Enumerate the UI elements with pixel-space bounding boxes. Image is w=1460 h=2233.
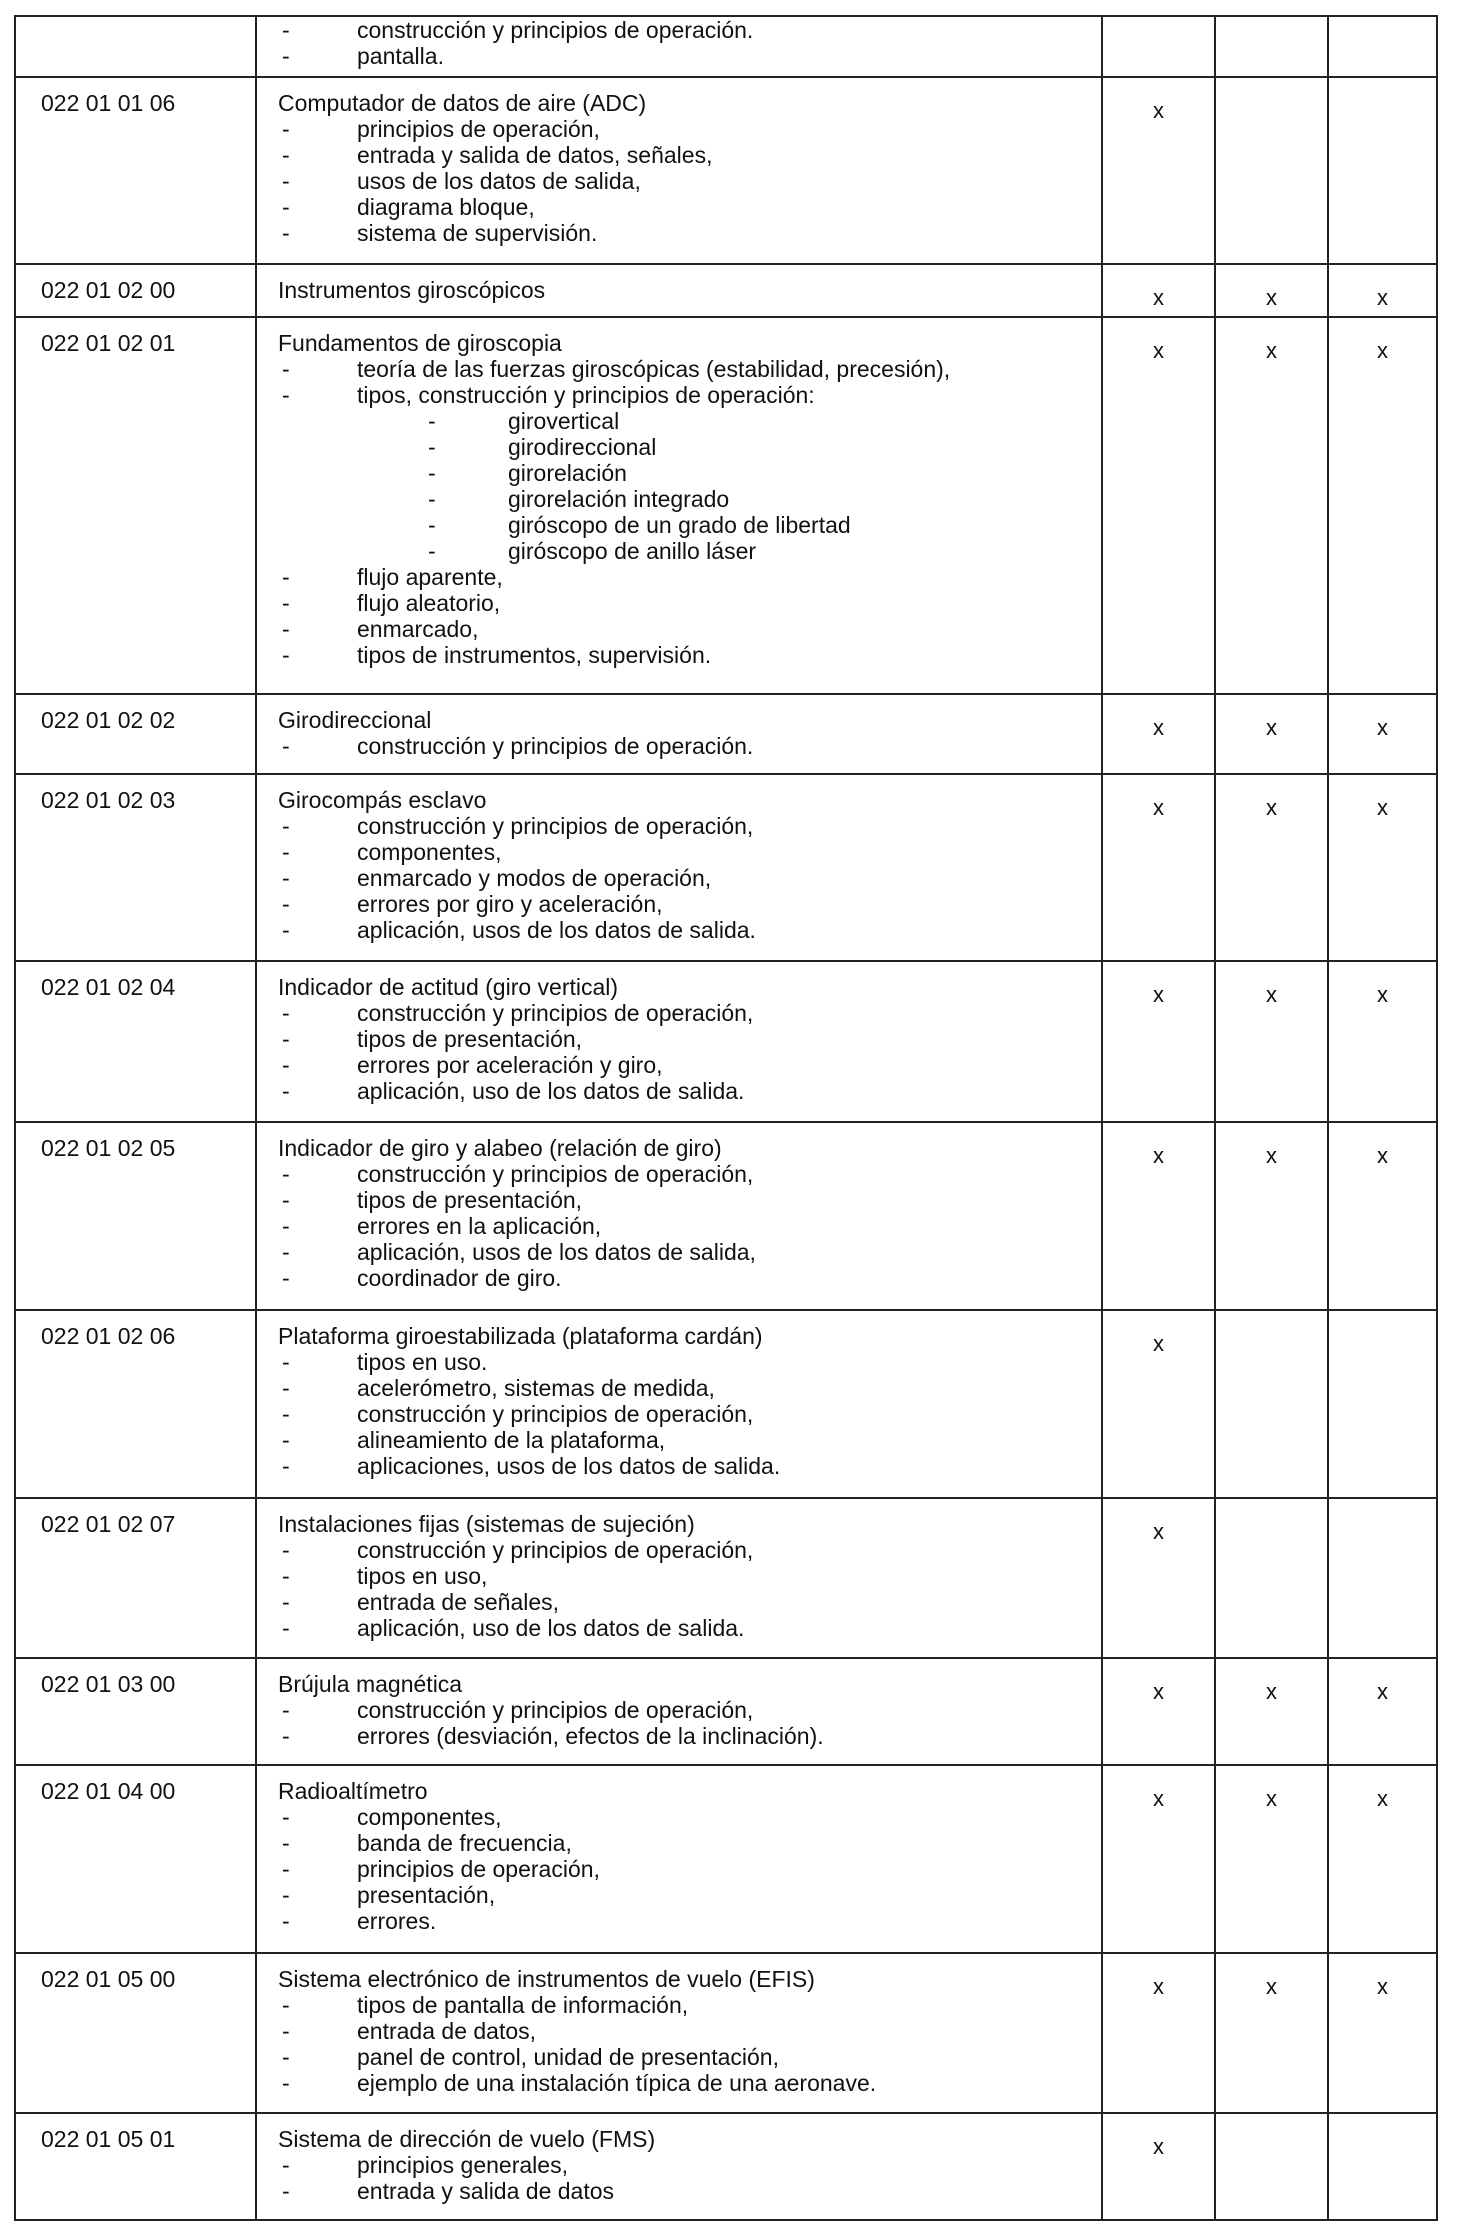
list-item-text: errores por giro y aceleración, <box>357 890 663 917</box>
row-description <box>256 16 1102 77</box>
bullet-dash: - <box>282 1026 290 1053</box>
applicability-mark-2: x <box>1215 1658 1328 1764</box>
list-item <box>278 1401 1095 1427</box>
list-item <box>278 917 1095 943</box>
list-item <box>278 1537 1095 1563</box>
row-title: Plataforma giroestabilizada (plataforma cardán) <box>278 1322 763 1349</box>
list-item-text: banda de frecuencia, <box>357 1829 572 1856</box>
bullet-dash: - <box>282 2043 290 2070</box>
row-title: Girocompás esclavo <box>278 786 487 813</box>
applicability-mark-1: x <box>1102 264 1215 316</box>
list-item-text: construcción y principios de operación, <box>357 1400 754 1427</box>
sub-list-item <box>278 434 1095 460</box>
list-item <box>278 1349 1095 1375</box>
list-item-text: enmarcado, <box>357 615 479 642</box>
list-item <box>278 1882 1095 1908</box>
applicability-mark-3 <box>1328 1310 1437 1498</box>
applicability-mark-3: x <box>1328 1953 1437 2114</box>
bullet-dash: - <box>282 1213 290 1240</box>
bullet-dash: - <box>282 1374 290 1401</box>
bullet-dash: - <box>282 1452 290 1479</box>
list-item <box>278 1453 1095 1479</box>
list-item <box>278 1615 1095 1641</box>
list-item-text: teoría de las fuerzas giroscópicas (estabilidad, precesión), <box>357 355 951 382</box>
list-item <box>278 590 1095 616</box>
list-item <box>278 865 1095 891</box>
list-item-text: girovertical <box>508 407 620 434</box>
applicability-mark-1: x <box>1102 1498 1215 1659</box>
list-item-text: aplicación, usos de los datos de salida. <box>357 916 756 943</box>
list-item-text: tipos en uso. <box>357 1348 488 1375</box>
table-row <box>15 961 1437 1122</box>
applicability-mark-3 <box>1328 77 1437 265</box>
list-item-text: flujo aleatorio, <box>357 589 501 616</box>
list-item-text: aplicaciones, usos de los datos de salida. <box>357 1452 781 1479</box>
sub-list-item <box>278 408 1095 434</box>
table-row <box>15 774 1437 962</box>
bullet-dash: - <box>282 812 290 839</box>
applicability-mark-2 <box>1215 2113 1328 2219</box>
row-description <box>256 77 1102 265</box>
list-item-text: ejemplo de una instalación típica de una aeronave. <box>357 2069 877 2096</box>
list-item-text: pantalla. <box>357 43 444 69</box>
bullet-dash: - <box>282 1803 290 1830</box>
sub-list-item <box>278 460 1095 486</box>
row-title: Fundamentos de giroscopia <box>278 329 562 356</box>
list-item-text: giróscopo de anillo láser <box>508 537 757 564</box>
list-item <box>278 1804 1095 1830</box>
list-item <box>278 2178 1095 2204</box>
list-item <box>278 1239 1095 1265</box>
bullet-dash: - <box>282 115 290 142</box>
list-item <box>278 616 1095 642</box>
list-item-text: entrada y salida de datos, señales, <box>357 141 713 168</box>
bullet-dash: - <box>282 43 290 69</box>
applicability-mark-1: x <box>1102 317 1215 695</box>
list-item-text: coordinador de giro. <box>357 1265 562 1292</box>
bullet-dash: - <box>282 219 290 246</box>
bullet-dash: - <box>282 1000 290 1027</box>
applicability-mark-1: x <box>1102 1310 1215 1498</box>
row-description <box>256 317 1102 695</box>
list-item-text: aplicación, usos de los datos de salida, <box>357 1239 756 1266</box>
list-item-text: tipos de presentación, <box>357 1187 583 1214</box>
bullet-dash: - <box>282 1697 290 1724</box>
row-code: 022 01 02 05 <box>15 1122 256 1310</box>
list-item <box>278 1078 1095 1104</box>
list-item <box>278 1563 1095 1589</box>
applicability-mark-2 <box>1215 1498 1328 1659</box>
list-item-text: construcción y principios de operación, <box>357 1000 754 1027</box>
bullet-dash: - <box>282 2178 290 2205</box>
list-item <box>278 382 1095 408</box>
list-item <box>278 2152 1095 2178</box>
list-item-text: aplicación, uso de los datos de salida. <box>357 1078 745 1105</box>
bullet-dash: - <box>428 459 436 486</box>
list-item-text: principios generales, <box>357 2152 568 2179</box>
bullet-dash: - <box>282 355 290 382</box>
table-row <box>15 16 1437 77</box>
bullet-dash: - <box>282 615 290 642</box>
applicability-mark-3 <box>1328 16 1437 77</box>
list-item-text: errores en la aplicación, <box>357 1213 602 1240</box>
bullet-dash: - <box>428 537 436 564</box>
list-item-text: sistema de supervisión. <box>357 219 598 246</box>
row-description <box>256 2113 1102 2219</box>
bullet-dash: - <box>282 838 290 865</box>
bullet-dash: - <box>282 1536 290 1563</box>
applicability-mark-2: x <box>1215 961 1328 1122</box>
row-code: 022 01 02 06 <box>15 1310 256 1498</box>
list-item-text: construcción y principios de operación. <box>357 733 754 760</box>
bullet-dash: - <box>282 641 290 668</box>
list-item-text: alineamiento de la plataforma, <box>357 1426 666 1453</box>
row-description <box>256 1658 1102 1764</box>
list-item <box>278 1856 1095 1882</box>
row-code <box>15 16 256 77</box>
list-item-text: principios de operación, <box>357 1855 600 1882</box>
bullet-dash: - <box>428 407 436 434</box>
applicability-mark-3 <box>1328 1498 1437 1659</box>
bullet-dash: - <box>282 1052 290 1079</box>
table-row <box>15 1658 1437 1764</box>
list-item <box>278 733 1095 759</box>
list-item <box>278 220 1095 246</box>
row-code: 022 01 02 00 <box>15 264 256 316</box>
list-item-text: tipos, construcción y principios de operación: <box>357 381 815 408</box>
row-code: 022 01 01 06 <box>15 77 256 265</box>
list-item-text: construcción y principios de operación, <box>357 1697 754 1724</box>
list-item <box>278 2070 1095 2096</box>
list-item-text: construcción y principios de operación, <box>357 1536 754 1563</box>
list-item-text: construcción y principios de operación, <box>357 1161 754 1188</box>
list-item-text: componentes, <box>357 838 502 865</box>
table-row <box>15 1122 1437 1310</box>
bullet-dash: - <box>282 864 290 891</box>
applicability-mark-2: x <box>1215 774 1328 962</box>
list-item <box>278 2044 1095 2070</box>
bullet-dash: - <box>428 433 436 460</box>
bullet-dash: - <box>282 141 290 168</box>
list-item-text: tipos en uso, <box>357 1562 488 1589</box>
row-description <box>256 774 1102 962</box>
list-item-text: giróscopo de un grado de libertad <box>508 511 851 538</box>
table-row <box>15 1310 1437 1498</box>
bullet-dash: - <box>282 1855 290 1882</box>
bullet-dash: - <box>282 193 290 220</box>
list-item <box>278 1589 1095 1615</box>
row-title: Sistema de dirección de vuelo (FMS) <box>278 2126 656 2153</box>
applicability-mark-2: x <box>1215 1953 1328 2114</box>
applicability-mark-1: x <box>1102 1122 1215 1310</box>
bullet-dash: - <box>282 589 290 616</box>
row-title: Sistema electrónico de instrumentos de vuelo (EFIS) <box>278 1965 815 1992</box>
list-item <box>278 1265 1095 1291</box>
table-row <box>15 1765 1437 1953</box>
list-item <box>278 356 1095 382</box>
row-description <box>256 1310 1102 1498</box>
table-row <box>15 694 1437 773</box>
row-description <box>256 1765 1102 1953</box>
row-description <box>256 1122 1102 1310</box>
list-item-text: panel de control, unidad de presentación, <box>357 2043 779 2070</box>
applicability-mark-2: x <box>1215 1122 1328 1310</box>
row-code: 022 01 02 02 <box>15 694 256 773</box>
list-item-text: entrada de señales, <box>357 1588 560 1615</box>
applicability-mark-2: x <box>1215 694 1328 773</box>
applicability-mark-1: x <box>1102 1658 1215 1764</box>
row-description <box>256 1498 1102 1659</box>
list-item-text: enmarcado y modos de operación, <box>357 864 712 891</box>
syllabus-table <box>14 15 1438 2221</box>
table-row <box>15 2113 1437 2219</box>
list-item <box>278 1427 1095 1453</box>
list-item-text: presentación, <box>357 1881 496 1908</box>
list-item <box>278 1187 1095 1213</box>
bullet-dash: - <box>282 1400 290 1427</box>
list-item-text: acelerómetro, sistemas de medida, <box>357 1374 715 1401</box>
applicability-mark-3: x <box>1328 774 1437 962</box>
row-description <box>256 264 1102 316</box>
list-item-text: girodireccional <box>508 433 657 460</box>
applicability-mark-1: x <box>1102 1953 1215 2114</box>
bullet-dash: - <box>282 17 290 43</box>
row-code: 022 01 02 03 <box>15 774 256 962</box>
bullet-dash: - <box>282 381 290 408</box>
row-code: 022 01 02 07 <box>15 1498 256 1659</box>
list-item <box>278 813 1095 839</box>
row-title: Girodireccional <box>278 707 432 734</box>
applicability-mark-3: x <box>1328 1765 1437 1953</box>
list-item <box>278 194 1095 220</box>
bullet-dash: - <box>282 1991 290 2018</box>
row-title: Radioaltímetro <box>278 1777 428 1804</box>
row-title: Instrumentos giroscópicos <box>278 277 546 304</box>
list-item-text: errores (desviación, efectos de la inclinación). <box>357 1723 824 1750</box>
applicability-mark-1: x <box>1102 1765 1215 1953</box>
bullet-dash: - <box>282 1265 290 1292</box>
list-item <box>278 168 1095 194</box>
applicability-mark-2: x <box>1215 264 1328 316</box>
bullet-dash: - <box>282 1829 290 1856</box>
bullet-dash: - <box>282 1239 290 1266</box>
row-code: 022 01 04 00 <box>15 1765 256 1953</box>
sub-list-item <box>278 486 1095 512</box>
list-item <box>278 1908 1095 1934</box>
list-item <box>278 142 1095 168</box>
table-row <box>15 1498 1437 1659</box>
bullet-dash: - <box>282 1187 290 1214</box>
list-item-text: girorelación <box>508 459 627 486</box>
applicability-mark-2 <box>1215 1310 1328 1498</box>
bullet-dash: - <box>282 2152 290 2179</box>
applicability-mark-1: x <box>1102 77 1215 265</box>
row-description <box>256 694 1102 773</box>
applicability-mark-2: x <box>1215 1765 1328 1953</box>
applicability-mark-3: x <box>1328 1658 1437 1764</box>
applicability-mark-3: x <box>1328 961 1437 1122</box>
bullet-dash: - <box>428 511 436 538</box>
list-item <box>278 1697 1095 1723</box>
list-item-text: flujo aparente, <box>357 563 503 590</box>
list-item-text: componentes, <box>357 1803 502 1830</box>
table-row <box>15 1953 1437 2114</box>
applicability-mark-2 <box>1215 16 1328 77</box>
row-code: 022 01 02 01 <box>15 317 256 695</box>
list-item-text: principios de operación, <box>357 115 600 142</box>
applicability-mark-3: x <box>1328 694 1437 773</box>
list-item <box>278 839 1095 865</box>
sub-list-item <box>278 512 1095 538</box>
bullet-dash: - <box>282 1078 290 1105</box>
list-item <box>278 1830 1095 1856</box>
list-item <box>278 642 1095 668</box>
bullet-dash: - <box>282 1881 290 1908</box>
applicability-mark-1: x <box>1102 774 1215 962</box>
list-item <box>278 1026 1095 1052</box>
applicability-mark-3: x <box>1328 1122 1437 1310</box>
list-item <box>278 1213 1095 1239</box>
bullet-dash: - <box>428 485 436 512</box>
bullet-dash: - <box>282 2069 290 2096</box>
list-item-text: construcción y principios de operación. <box>357 17 754 43</box>
list-item <box>278 564 1095 590</box>
row-title: Indicador de giro y alabeo (relación de giro) <box>278 1135 722 1162</box>
list-item-text: diagrama bloque, <box>357 193 535 220</box>
bullet-dash: - <box>282 916 290 943</box>
bullet-dash: - <box>282 1723 290 1750</box>
list-item-text: entrada y salida de datos <box>357 2178 615 2205</box>
list-item-text: aplicación, uso de los datos de salida. <box>357 1614 745 1641</box>
row-description <box>256 961 1102 1122</box>
bullet-dash: - <box>282 1161 290 1188</box>
list-item <box>278 1992 1095 2018</box>
list-item <box>278 1161 1095 1187</box>
applicability-mark-1: x <box>1102 694 1215 773</box>
applicability-mark-1: x <box>1102 961 1215 1122</box>
list-item-text: entrada de datos, <box>357 2017 537 2044</box>
list-item <box>278 2018 1095 2044</box>
syllabus-body <box>15 16 1437 2220</box>
list-item <box>278 43 1095 69</box>
row-code: 022 01 02 04 <box>15 961 256 1122</box>
applicability-mark-1 <box>1102 16 1215 77</box>
applicability-mark-3: x <box>1328 317 1437 695</box>
row-title: Instalaciones fijas (sistemas de sujeción) <box>278 1510 695 1537</box>
bullet-dash: - <box>282 2017 290 2044</box>
list-item-text: errores por aceleración y giro, <box>357 1052 663 1079</box>
list-item-text: tipos de pantalla de información, <box>357 1991 689 2018</box>
bullet-dash: - <box>282 1348 290 1375</box>
list-item <box>278 116 1095 142</box>
row-title: Brújula magnética <box>278 1671 463 1698</box>
table-row <box>15 77 1437 265</box>
row-title: Indicador de actitud (giro vertical) <box>278 974 619 1001</box>
bullet-dash: - <box>282 733 290 760</box>
list-item-text: tipos de presentación, <box>357 1026 583 1053</box>
applicability-mark-3: x <box>1328 264 1437 316</box>
applicability-mark-1: x <box>1102 2113 1215 2219</box>
list-item <box>278 1375 1095 1401</box>
table-row <box>15 264 1437 316</box>
bullet-dash: - <box>282 1588 290 1615</box>
bullet-dash: - <box>282 1562 290 1589</box>
applicability-mark-2 <box>1215 77 1328 265</box>
list-item-text: girorelación integrado <box>508 485 730 512</box>
list-item-text: tipos de instrumentos, supervisión. <box>357 641 712 668</box>
list-item <box>278 17 1095 43</box>
sub-list-item <box>278 538 1095 564</box>
row-code: 022 01 03 00 <box>15 1658 256 1764</box>
list-item <box>278 891 1095 917</box>
list-item <box>278 1723 1095 1749</box>
list-item-text: usos de los datos de salida, <box>357 167 641 194</box>
row-title: Computador de datos de aire (ADC) <box>278 89 647 116</box>
list-item <box>278 1052 1095 1078</box>
bullet-dash: - <box>282 563 290 590</box>
row-code: 022 01 05 00 <box>15 1953 256 2114</box>
bullet-dash: - <box>282 1907 290 1934</box>
bullet-dash: - <box>282 1426 290 1453</box>
list-item <box>278 1000 1095 1026</box>
row-description <box>256 1953 1102 2114</box>
row-code: 022 01 05 01 <box>15 2113 256 2219</box>
bullet-dash: - <box>282 1614 290 1641</box>
table-row <box>15 317 1437 695</box>
list-item-text: errores. <box>357 1907 437 1934</box>
list-item-text: construcción y principios de operación, <box>357 812 754 839</box>
applicability-mark-2: x <box>1215 317 1328 695</box>
applicability-mark-3 <box>1328 2113 1437 2219</box>
bullet-dash: - <box>282 890 290 917</box>
bullet-dash: - <box>282 167 290 194</box>
